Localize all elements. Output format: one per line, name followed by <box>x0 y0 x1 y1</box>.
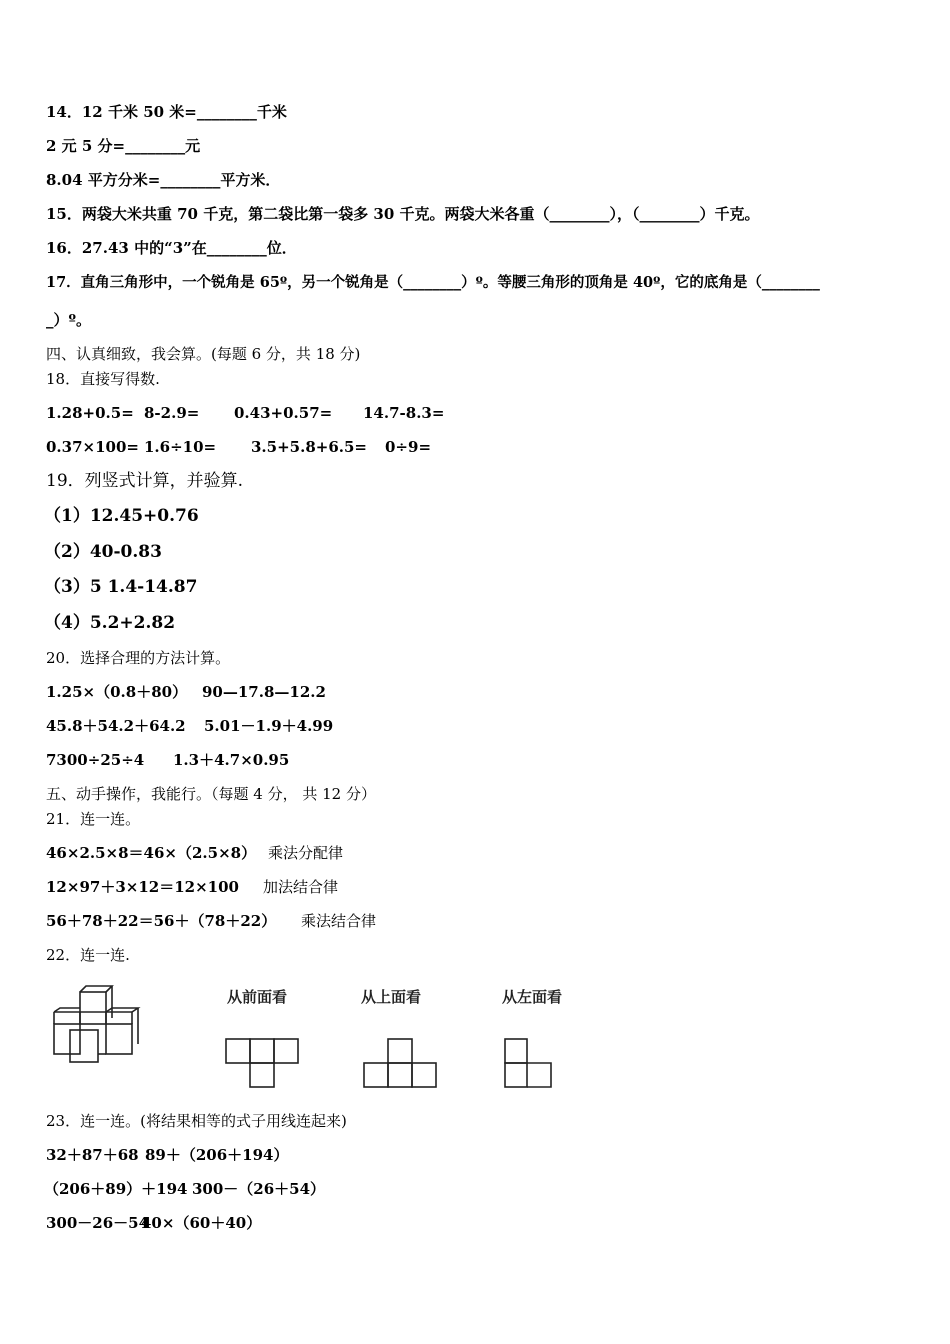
label-front-view: 从前面看 <box>227 988 288 1006</box>
q23-expr: 40×（60＋40） <box>141 1214 262 1232</box>
q20-expr: 45.8＋54.2＋64.2 <box>46 717 186 735</box>
q23-expr: （206＋89）＋194 <box>44 1180 188 1198</box>
q14-line3: 8.04 平方分米=________平方米． <box>46 171 281 189</box>
q20-expr: 7300÷25÷4 <box>46 751 145 769</box>
q18-expr: 1.28+0.5= <box>46 404 134 422</box>
q20-row3 <box>46 750 289 770</box>
q21-expr: 12×97＋3×12＝12×100 <box>46 878 239 896</box>
q20-row1 <box>46 682 326 702</box>
q14-line1: 14．12 千米 50 米=________千米 <box>46 103 287 121</box>
q20-expr: 1.25×（0.8＋80） <box>46 683 188 701</box>
q19-title: 19．列竖式计算，并验算. <box>46 471 244 491</box>
q19-item-3: （3）5 1.4-14.87 <box>44 577 198 597</box>
q18-expr: 0.37×100= <box>46 438 139 456</box>
label-top-view: 从上面看 <box>361 988 422 1006</box>
q22-title: 22．连一连. <box>46 946 130 964</box>
section-5-heading: 五、动手操作，我能行。（每题 4 分， 共 12 分） <box>46 785 376 803</box>
q16-text: 16．27.43 中的“3”在________位． <box>46 239 297 257</box>
q17-line2: _）º。 <box>46 311 92 329</box>
q21-expr: 56＋78＋22＝56＋（78＋22） <box>46 912 277 930</box>
q23-row1 <box>46 1145 289 1165</box>
q17-line1: 17．直角三角形中，一个锐角是 65º，另一个锐角是（________）º。等腰三角形的顶角是 40º，它的底角是（________ <box>46 274 820 291</box>
q18-expr: 14.7-8.3= <box>363 404 445 422</box>
q18-expr: 0.43+0.57= <box>234 404 333 422</box>
q18-row2 <box>46 437 431 457</box>
q21-law: 乘法分配律 <box>268 844 344 862</box>
q21-law: 加法结合律 <box>263 878 339 896</box>
q14-line2: 2 元 5 分=________元 <box>46 137 201 155</box>
q20-expr: 90—17.8—12.2 <box>202 683 326 701</box>
q19-item-2: （2）40-0.83 <box>44 542 162 562</box>
q23-expr: 32＋87＋68 <box>46 1146 139 1164</box>
left-view-shape <box>504 1038 556 1090</box>
label-left-view: 从左面看 <box>502 988 563 1006</box>
q20-row2 <box>46 716 333 736</box>
front-view-shape <box>225 1038 301 1090</box>
q23-expr: 89＋（206＋194） <box>145 1146 289 1164</box>
q20-expr: 5.01－1.9＋4.99 <box>204 717 334 735</box>
top-view-shape <box>363 1038 439 1090</box>
q21-title: 21．连一连。 <box>46 810 141 828</box>
q20-expr: 1.3＋4.7×0.95 <box>173 751 290 769</box>
q15-text: 15．两袋大米共重 70 千克，第二袋比第一袋多 30 千克。两袋大米各重（________），（________）千克。 <box>46 205 760 223</box>
q20-title: 20．选择合理的方法计算。 <box>46 649 231 667</box>
q23-expr: 300－（26＋54） <box>192 1180 326 1198</box>
q23-row2 <box>44 1179 325 1199</box>
q19-item-4: （4）5.2+2.82 <box>44 613 176 633</box>
q18-expr: 3.5+5.8+6.5= <box>251 438 367 456</box>
q21-law: 乘法结合律 <box>301 912 377 930</box>
q18-expr: 8-2.9= <box>144 404 200 422</box>
q18-title: 18．直接写得数. <box>46 370 160 388</box>
q19-item-1: （1）12.45+0.76 <box>44 506 199 526</box>
q21-row2 <box>46 877 338 897</box>
q21-row1 <box>46 843 343 863</box>
q23-row3 <box>46 1213 261 1233</box>
q21-expr: 46×2.5×8＝46×（2.5×8） <box>46 844 257 862</box>
section-4-heading: 四、认真细致，我会算。(每题 6 分，共 18 分) <box>46 345 361 363</box>
q21-row3 <box>46 911 376 931</box>
cube-stack-figure <box>50 982 160 1067</box>
q23-title: 23．连一连。(将结果相等的式子用线连起来) <box>46 1112 347 1130</box>
q23-expr: 300－26－54 <box>46 1214 150 1232</box>
q18-expr: 0÷9= <box>385 438 432 456</box>
q18-row1 <box>46 403 444 423</box>
q18-expr: 1.6÷10= <box>144 438 217 456</box>
